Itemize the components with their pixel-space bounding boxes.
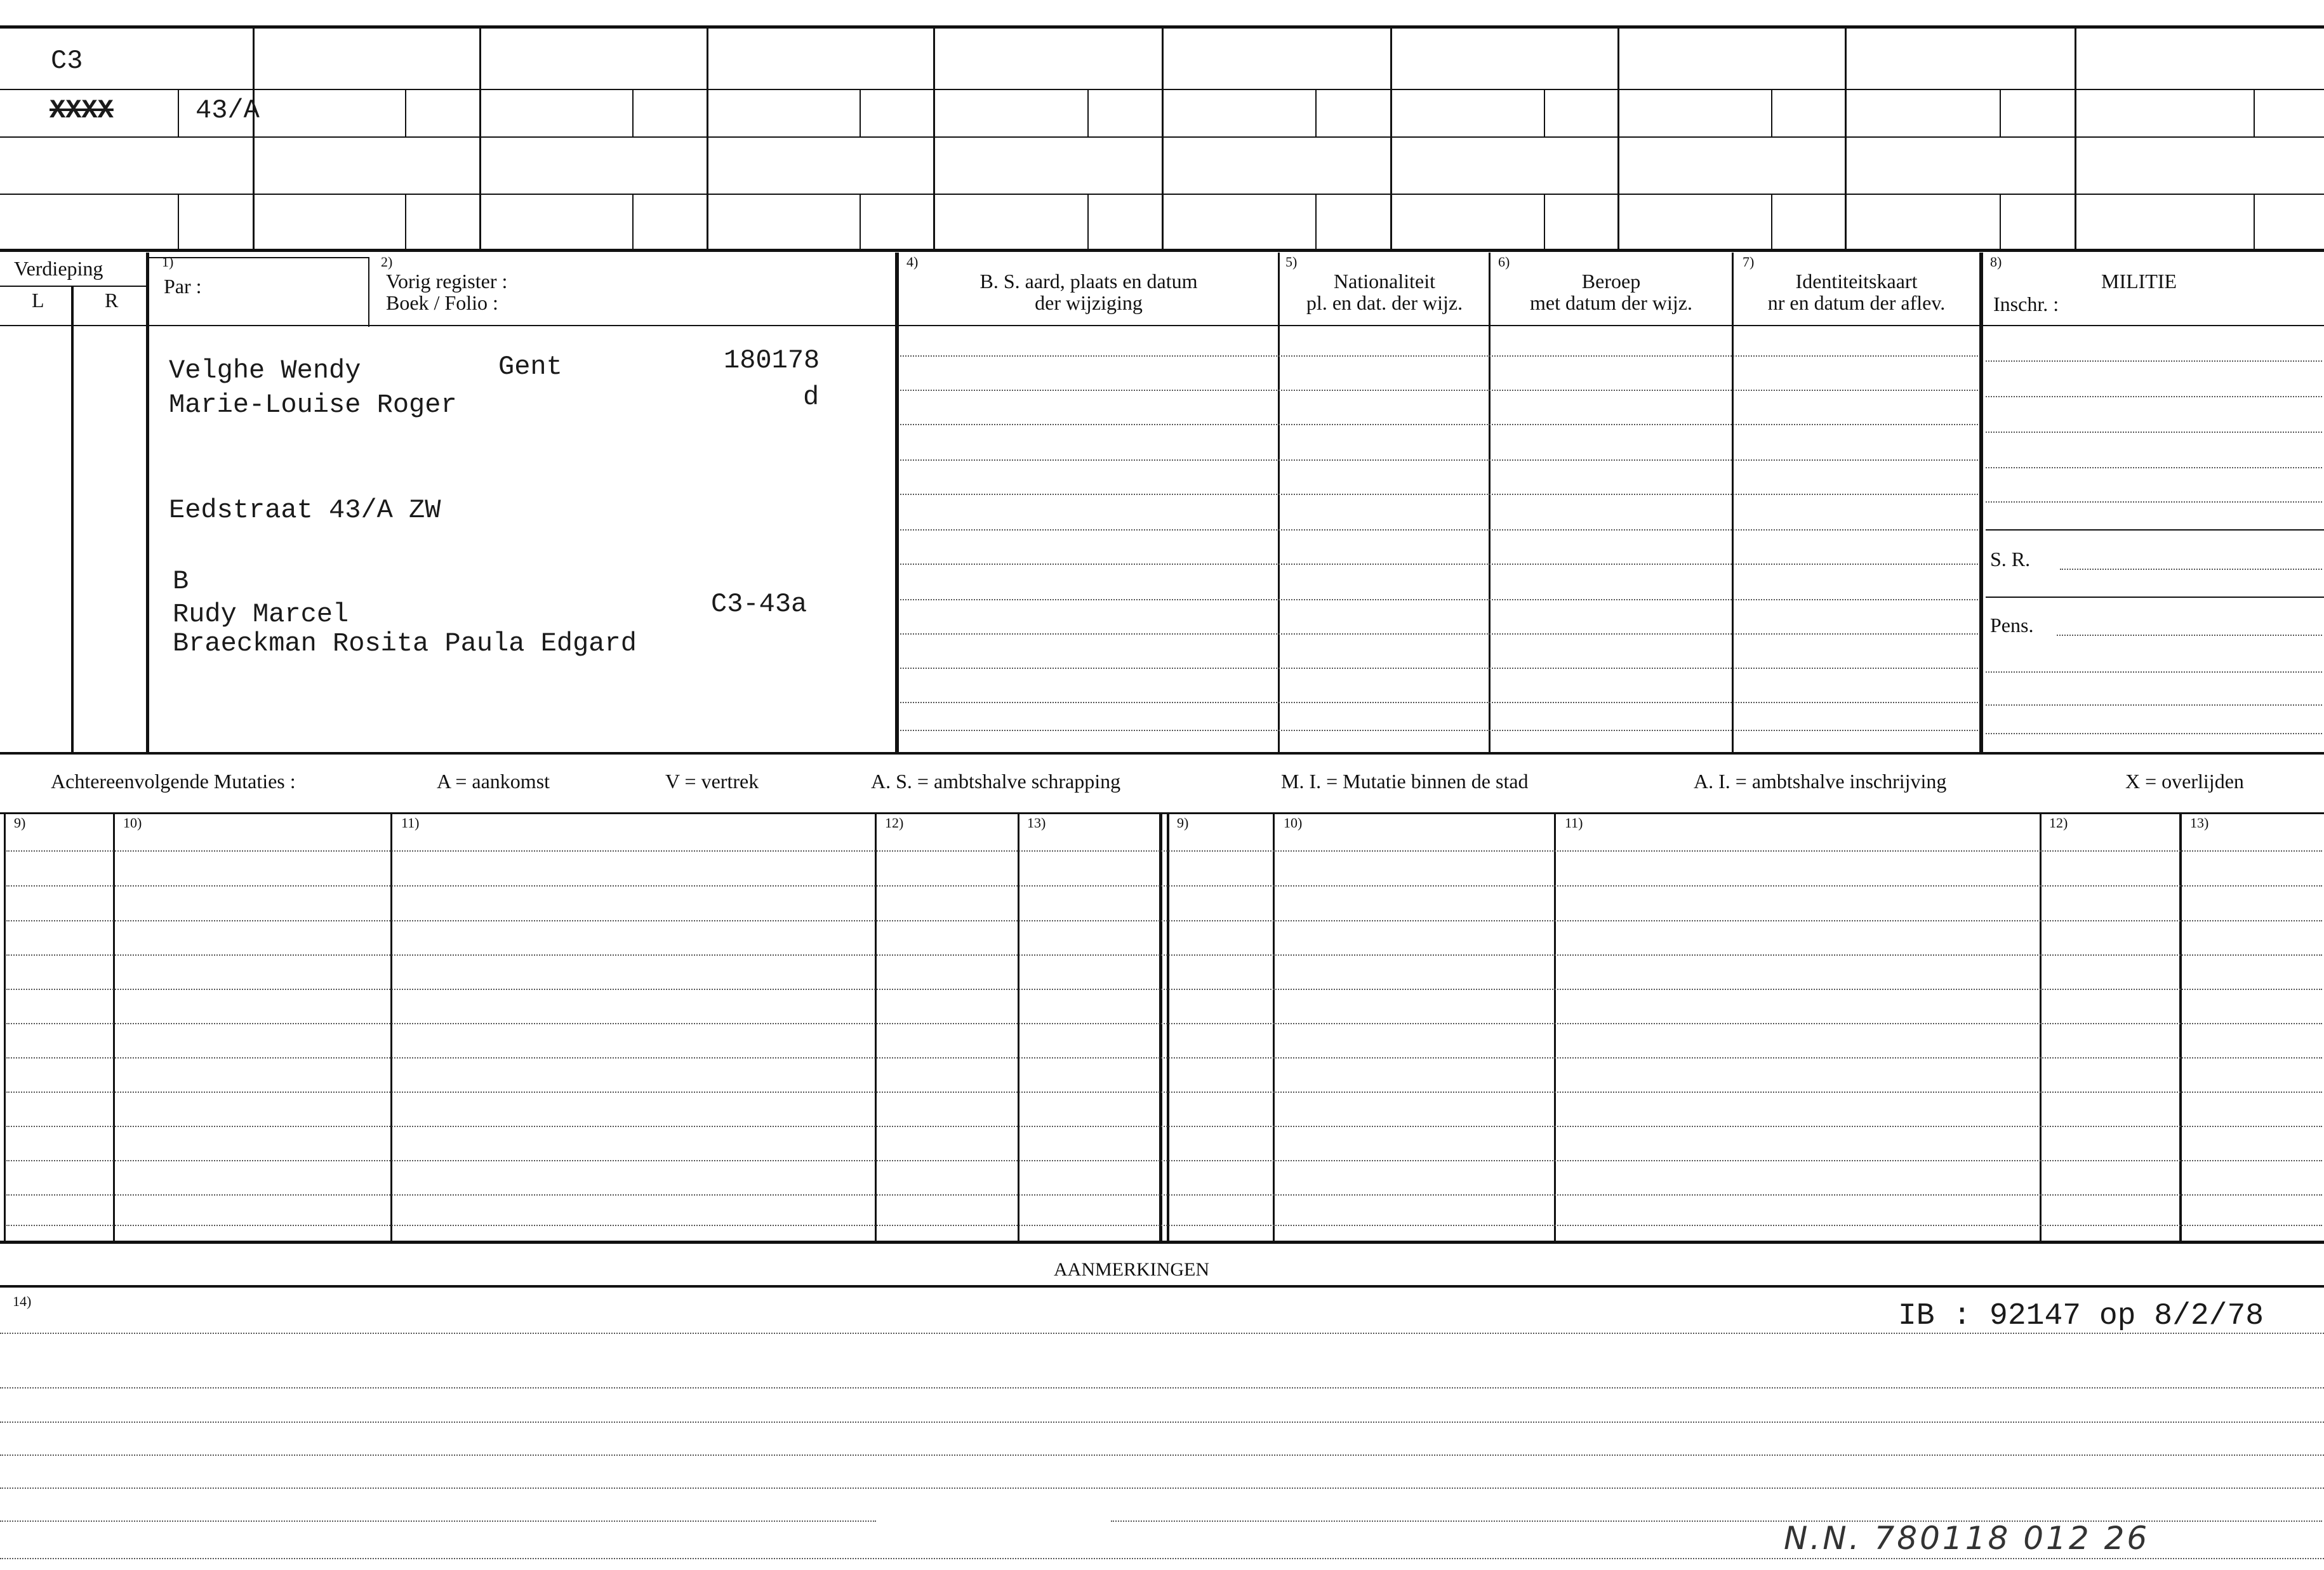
col6-label-line2: met datum der wijz. — [1530, 291, 1692, 314]
col4-label-line2: der wijziging — [1035, 291, 1143, 314]
legend-inschrijving: A. I. = ambtshalve inschrijving — [1694, 770, 1947, 793]
house-number: 43/A — [196, 95, 260, 126]
mut-col-13-left: 13) — [1027, 815, 1046, 831]
col-r-label: R — [105, 289, 119, 312]
national-number: N.N. 780118 012 26 — [1784, 1520, 2150, 1557]
col7-label-line1: Identiteitskaart — [1795, 270, 1918, 293]
mut-col-9-right: 9) — [1177, 815, 1189, 831]
col5-label-line1: Nationaliteit — [1334, 270, 1435, 293]
col2-label-line1: Vorig register : — [386, 270, 508, 293]
col4-label-line1: B. S. aard, plaats en datum — [979, 270, 1198, 293]
mut-col-11-left: 11) — [401, 815, 420, 831]
address: Eedstraat 43/A ZW — [169, 495, 441, 525]
legend-aankomst: A = aankomst — [437, 770, 550, 793]
remarks-title: AANMERKINGEN — [1054, 1259, 1209, 1280]
person-name: Velghe Wendy — [169, 355, 361, 386]
militie-sr-label: S. R. — [1990, 548, 2031, 571]
col2-number: 2) — [381, 254, 393, 270]
mut-col-12-right: 12) — [2049, 815, 2068, 831]
mut-col-11-right: 11) — [1565, 815, 1583, 831]
legend-schrapping: A. S. = ambtshalve schrapping — [871, 770, 1121, 793]
mut-col-12-left: 12) — [885, 815, 904, 831]
col7-number: 7) — [1743, 254, 1755, 270]
mut-col-9-left: 9) — [14, 815, 26, 831]
col6-label-line1: Beroep — [1581, 270, 1641, 293]
mut-col-10-right: 10) — [1284, 815, 1303, 831]
col2-label-line2: Boek / Folio : — [386, 291, 498, 314]
legend-overlijden: X = overlijden — [2125, 770, 2244, 793]
mut-col-10-left: 10) — [123, 815, 142, 831]
struck-sector-code: XXXX — [50, 95, 114, 126]
birthdate: 180178 — [724, 345, 820, 376]
legend-vertrek: V = vertrek — [665, 770, 759, 793]
given-names: Marie-Louise Roger — [169, 390, 457, 420]
militie-title: MILITIE — [2101, 270, 2177, 293]
col6-number: 6) — [1498, 254, 1510, 270]
relation: B — [173, 566, 189, 597]
legend-title: Achtereenvolgende Mutaties : — [51, 770, 296, 793]
militie-inschr-label: Inschr. : — [1993, 293, 2059, 315]
col8-number: 8) — [1990, 254, 2002, 270]
parent-2: Braeckman Rosita Paula Edgard — [173, 628, 637, 659]
col-l-label: L — [32, 289, 44, 312]
remarks-number: 14) — [13, 1293, 32, 1309]
sex: d — [803, 382, 820, 412]
sector-code: C3 — [51, 46, 83, 76]
verdieping-label: Verdieping — [14, 257, 103, 280]
reference: C3-43a — [711, 589, 807, 619]
col7-label-line2: nr en datum der aflev. — [1767, 291, 1946, 314]
ib-note: IB : 92147 op 8/2/78 — [1898, 1299, 2264, 1333]
birthplace: Gent — [498, 352, 562, 382]
mut-col-13-right: 13) — [2190, 815, 2209, 831]
col1-number: 1) — [162, 254, 174, 270]
legend-mutatie-stad: M. I. = Mutatie binnen de stad — [1281, 770, 1529, 793]
parent-1: Rudy Marcel — [173, 599, 349, 630]
col1-label: Par : — [164, 275, 202, 298]
col5-number: 5) — [1285, 254, 1298, 270]
col5-label-line2: pl. en dat. der wijz. — [1306, 291, 1463, 314]
col4-number: 4) — [906, 254, 919, 270]
militie-pens-label: Pens. — [1990, 614, 2034, 637]
